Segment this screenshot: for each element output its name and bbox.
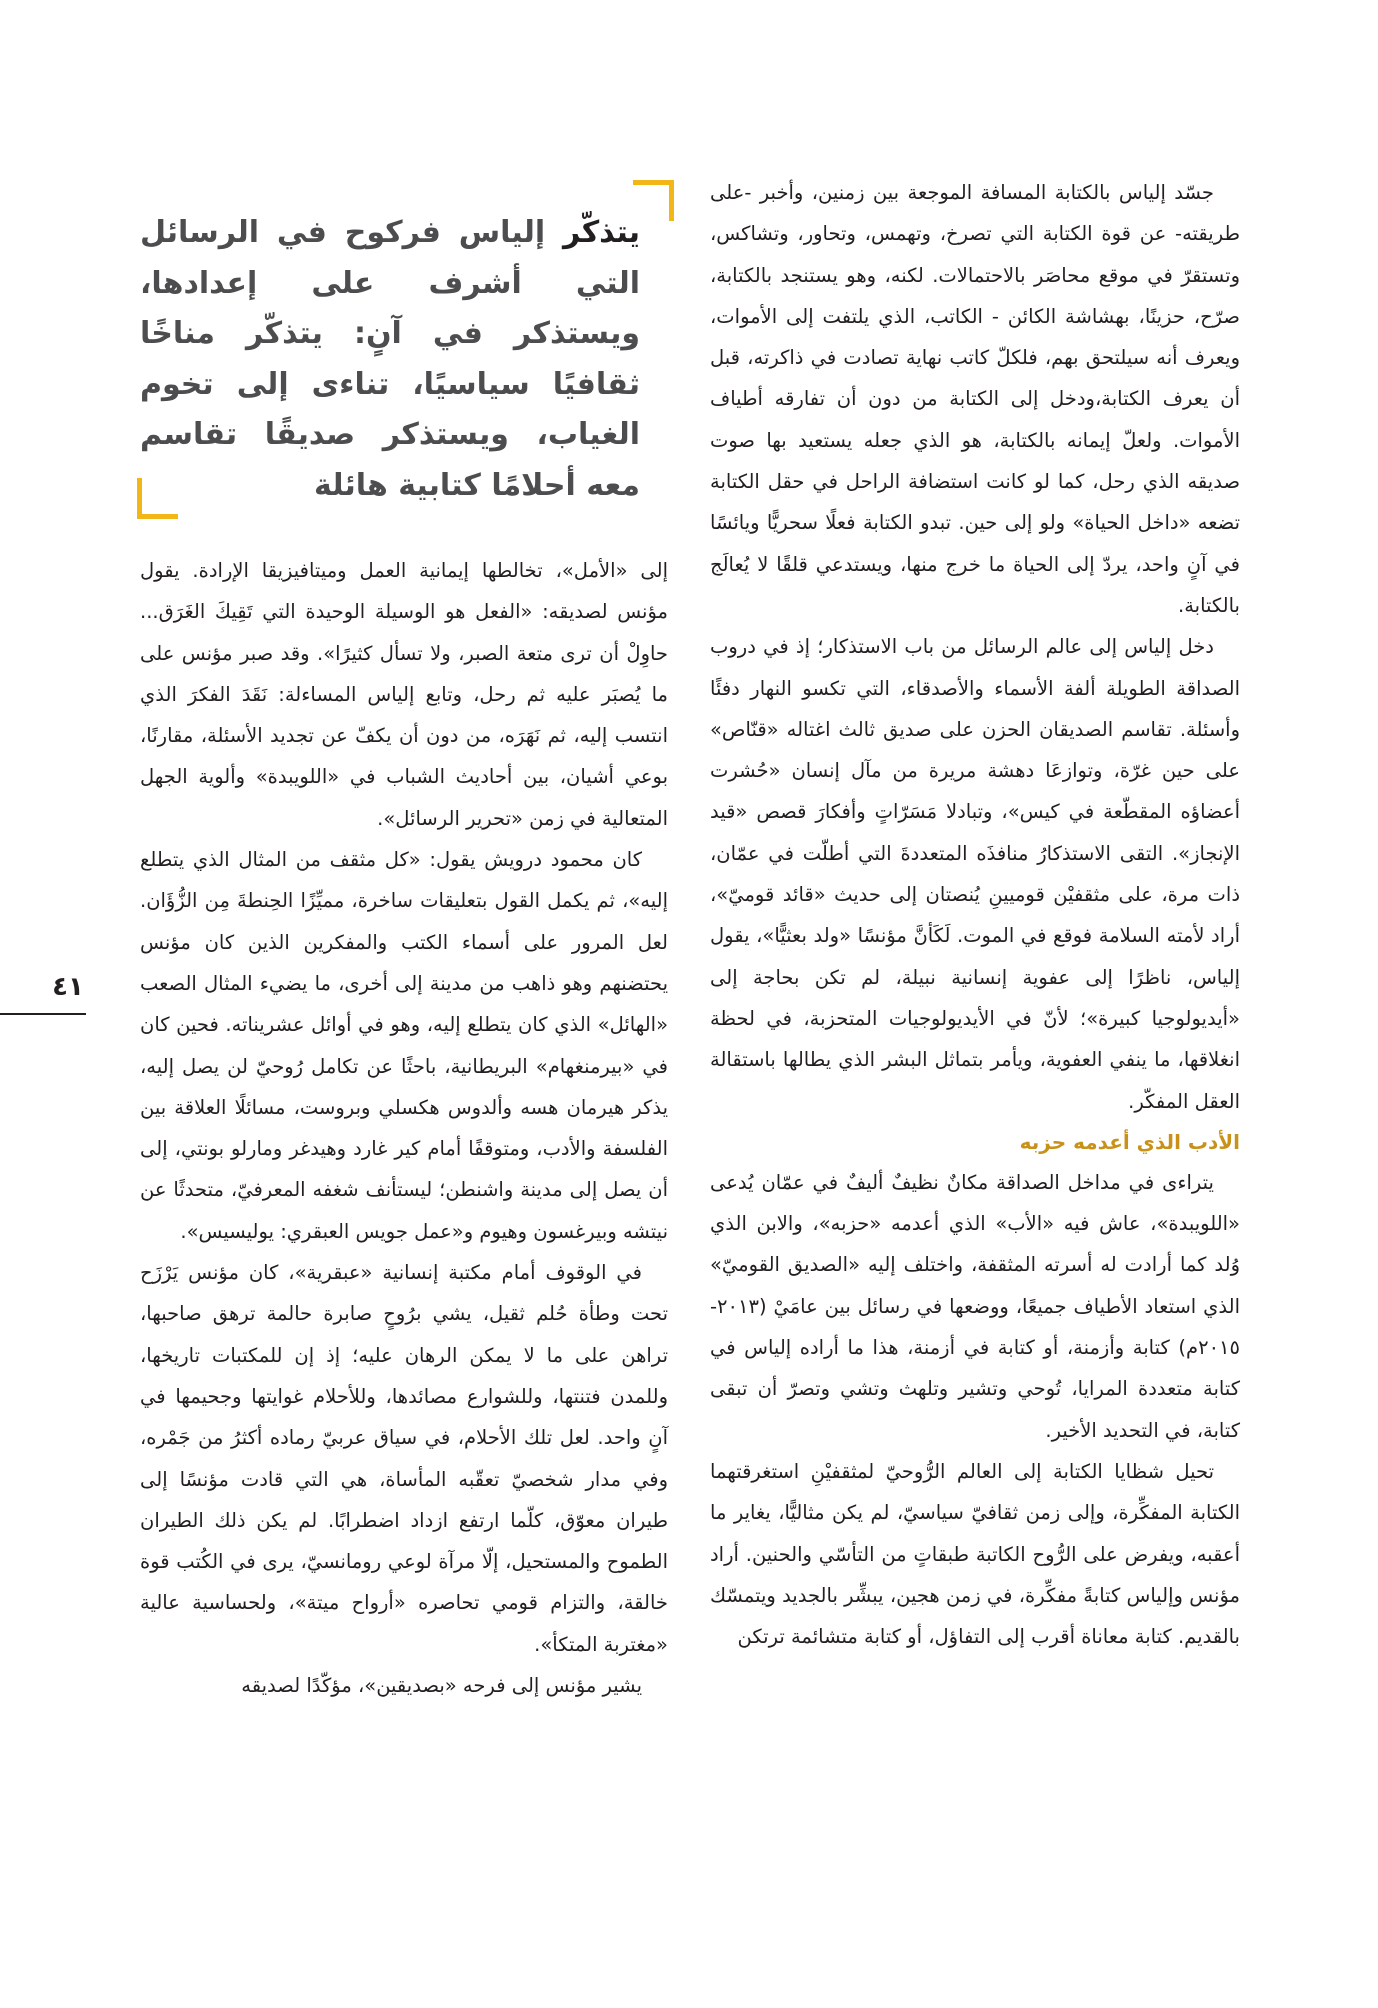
paragraph: جسّد إلياس بالكتابة المسافة الموجعة بين زمنين، وأخبر -على طريقته- عن قوة الكتابة التي تصرخ، وتهمس، وتحاور، وتشاكس، وتستقرّ في موقع محاصَر بالاحتمالات. لكنه، وهو يستنجد بالكتابة، صرّح، حزينًا، بهشاشة الكائن - الكاتب، الذي يلتفت إلى الأموات، ويعرف أنه سيلتحق بهم، فلكلّ كاتب نهاية تصادت في ذاكرته، قبل أن يعرف الكتابة،ودخل إلى الكتابة من دون أن تفارقه أطياف الأموات. ولعلّ إيمانه بالكتابة، هو الذي جعله يستعيد بها صوت صديقه الذي رحل، كما لو كانت استضافة الراحل في حقل الكتابة تضعه «داخل الحياة» ولو إلى حين. تبدو الكتابة فعلًا سحريًّا ويائسًا في آنٍ واحد، يردّ إلى الحياة ما خرج منها، ويستدعي قلقًا لا يُعالَج بالكتابة. [710,181,1240,617]
pull-quote-text: إلياس فركوح في الرسائل التي أشرف على إعدادها، ويستذكر في آنٍ: يتذكّر مناخًا ثقافيًا سياسيًا، تناءى إلى تخوم الغياب، ويستذكر صديقًا تقاسم معه أحلامًا كتابية هائلة [140,215,640,503]
page-number: ٤١ [52,972,84,1002]
paragraph: يتراءى في مداخل الصداقة مكانٌ نظيفٌ أليفٌ في عمّان يُدعى «اللويبدة»، عاش فيه «الأب» الذي أعدمه «حزبه»، والابن الذي وُلد كما أرادت له أسرته المثقفة، واختلف إليه «الصديق القوميّ» الذي استعاد الأطياف جميعًا، ووضعها في رسائل بين عامَيْ (٢٠١٣- ٢٠١٥م) كتابة وأزمنة، أو كتابة في أزمنة، هذا ما أراده إلياس في كتابة متعددة المرايا، تُوحي وتشير وتلهث وتشي وتصرّ أن تبقى كتابة، في التحديد الأخير. [710,1170,1240,1442]
left-column [140,550,668,1706]
paragraph: في الوقوف أمام مكتبة إنسانية «عبقرية»، كان مؤنس يَرْزَح تحت وطأة حُلم ثقيل، يشي برُوحٍ صابرة حالمة ترهق صاحبها، تراهن على ما لا يمكن الرهان عليه؛ إذ إن للمكتبات تاريخها، وللمدن فتنتها، وللشوارع مصائدها، وللأحلام غوايتها وجحيمها في آنٍ واحد. لعل تلك الأحلام، في سياق عربيّ رماده أكثرُ من جَمْره، وفي مدار شخصيّ تعقّبه المأساة، هي التي قادت مؤنسًا إلى طيران معوّق، كلّما ارتفع ازداد اضطرابًا. لم يكن ذلك الطيران الطموح والمستحيل، إلّا مرآة لوعي رومانسيّ، يرى في الكُتب قوة خالقة، والتزام قومي تحاصره «أرواح ميتة»، ولحساسية عالية «مغتربة المتكأ». [140,1261,668,1656]
paragraph: يشير مؤنس إلى فرحه «بصديقين»، مؤكّدًا لصديقه [241,1674,642,1698]
paragraph: إلى «الأمل»، تخالطها إيمانية العمل وميتافيزيقا الإرادة. يقول مؤنس لصديقه: «الفعل هو الوسيلة الوحيدة التي تَقِيكَ الغَرَق... حاوِلْ أن ترى متعة الصبر، ولا تسأل كثيرًا». وقد صبر مؤنس على ما يُصبَر عليه ثم رحل، وتابع إلياس المساءلة: نَقَدَ الفكرَ الذي انتسب إليه، ثم نَهَرَه، من دون أن يكفّ عن تجديد الأسئلة، مقارنًا، بوعي أشيان، بين أحاديث الشباب في «اللويبدة» وألوية الجهل المتعالية في زمن «تحرير الرسائل». [140,559,668,830]
pull-quote [140,208,640,511]
page-number-rule [0,1013,86,1015]
paragraph: دخل إلياس إلى عالم الرسائل من باب الاستذكار؛ إذ في دروب الصداقة الطويلة ألفة الأسماء والأصدقاء، التي تكسو النهار دفئًا وأسئلة. تقاسم الصديقان الحزن على صديق ثالث اغتاله «قنّاص» على حين غرّة، وتوازعَا دهشة مريرة من مآل إنسان «حُشرت أعضاؤه المقطّعة في كيس»، وتبادلا مَسَرّاتٍ وأفكارَ قصص «قيد الإنجاز». التقى الاستذكارُ منافذَه المتعددةَ التي أطلّت في عمّان، ذات مرة، على مثقفيْن قوميينِ يُنصتان إلى حديث «قائد قوميّ»، أراد لأمته السلامة فوقع في الموت. لَكَأنَّ مؤنسًا «ولد بعثيًّا»، يقول إلياس، ناظرًا إلى عفوية إنسانية نبيلة، لم تكن بحاجة إلى «أيديولوجيا كبيرة»؛ لأنّ في الأيديولوجيات المتحزبة، في لحظة انغلاقها، ما ينفي العفوية، ويأمر بتماثل البشر الذي يطالها باستقالة العقل المفكّر. [710,635,1240,1113]
pull-quote-lead-word: يتذكّر [563,215,640,250]
paragraph: كان محمود درويش يقول: «كل مثقف من المثال الذي يتطلع إليه»، ثم يكمل القول بتعليقات ساخرة، مميِّزًا الحِنطةَ مِن الزُّؤَان. لعل المرور على أسماء الكتب والمفكرين الذين كان مؤنس يحتضنهم وهو ذاهب من مدينة إلى أخرى، ما يضيء المثال الصعب «الهائل» الذي كان يتطلع إليه، وهو في أوائل عشريناته. فحين كان في «بيرمنغهام» البريطانية، باحثًا عن تكامل رُوحيّ لن يصل إليه، يذكر هيرمان هسه وألدوس هكسلي وبروست، مسائلًا العلاقة بين الفلسفة والأدب، ومتوقفًا أمام كير غارد وهيدغر ومارلو بونتي، إلى أن يصل إلى مدينة واشنطن؛ ليستأنف شغفه المعرفيّ، متحدثًا عن نيتشه وبيرغسون وهيوم و«عمل جويس العبقري: يوليسيس». [140,848,668,1243]
paragraph: تحيل شظايا الكتابة إلى العالم الرُّوحيّ لمثقفيْنِ استغرقتهما الكتابة المفكِّرة، وإلى زمن ثقافيّ سياسيّ، لم يكن مثاليًّا، يغاير ما أعقبه، ويفرض على الرُّوح الكاتبة طبقاتٍ من التأسّي والحنين. أراد مؤنس وإلياس كتابةً مفكِّرة، في زمن هجين، يبشِّر بالجديد ويتمسّك بالقديم. كتابة معاناة أقرب إلى التفاؤل، أو كتابة متشائمة ترتكن [710,1459,1240,1649]
section-heading: الأدب الذي أعدمه حزبه [1019,1129,1240,1154]
right-column [710,172,1240,1657]
